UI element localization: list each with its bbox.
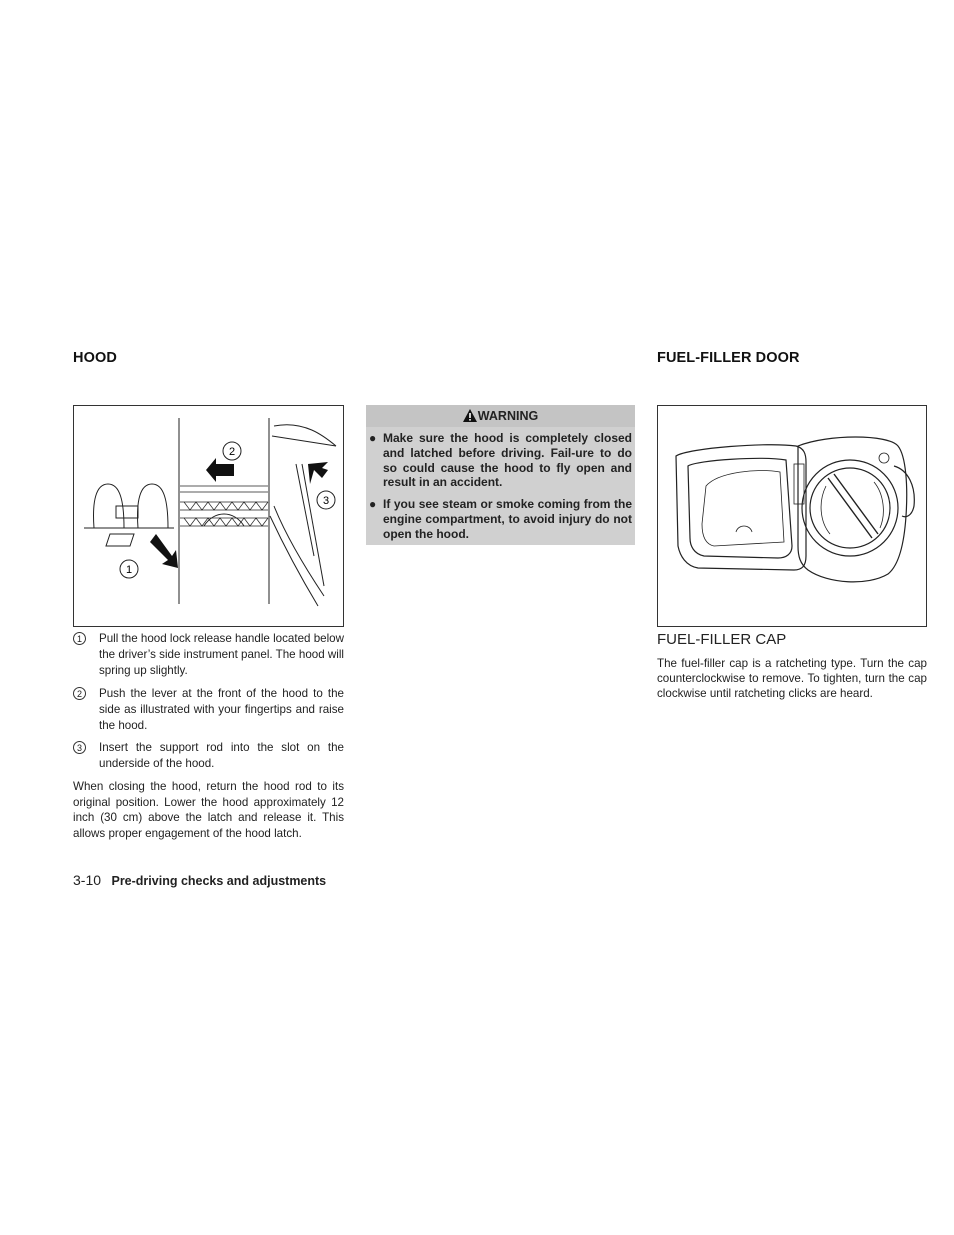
release-handle [116, 506, 138, 518]
section-title: Pre-driving checks and adjustments [111, 874, 327, 888]
warning-title: WARNING [477, 409, 539, 423]
warning-box [366, 405, 635, 545]
warning-title-bar [366, 405, 635, 427]
callout-3-label: 3 [322, 495, 330, 507]
step-text-3: Insert the support rod into the slot on the underside of the hood. [99, 741, 344, 770]
fuel-cap-paragraph: The fuel-filler cap is a ratcheting type. Turn the cap counterclockwise to remove. To tighten, turn the cap clockwise until ratcheting clicks are heard. [657, 657, 927, 701]
warning-triangle-icon [463, 409, 477, 422]
page-number: 3-10 [73, 872, 102, 888]
step-number-3: 3 [73, 741, 86, 754]
hood-heading: HOOD [73, 350, 117, 366]
arrow-left-icon [206, 458, 234, 482]
callout-1-label: 1 [125, 564, 133, 576]
step-text-2: Push the lever at the front of the hood to the side as illustrated with your fingertips and raise the hood. [99, 687, 344, 732]
cap-grip [828, 474, 878, 538]
warning-item-text-1: Make sure the hood is completely closed and latched before driving. Fail-ure to do so could cause the hood to fly open and result in an accident. [383, 431, 632, 490]
hood-step-2 [73, 686, 344, 734]
hood-closing-paragraph: When closing the hood, return the hood rod to its original position. Lower the hood approximately 12 inch (30 cm) above the latch and release it. This allows proper engagement of the hood latch. [73, 780, 344, 840]
page-footer [73, 872, 326, 890]
arrow-up-left-icon [308, 462, 328, 484]
callout-2-label: 2 [228, 446, 236, 458]
fuel-cap-subheading: FUEL-FILLER CAP [657, 631, 787, 648]
warning-item-text-2: If you see steam or smoke coming from the engine compartment, to avoid injury do not open the hood. [383, 497, 632, 541]
step-number-1: 1 [73, 632, 86, 645]
hood-step-1 [73, 631, 344, 679]
fuel-filler-drawing [658, 406, 926, 626]
bullet-icon: ● [369, 497, 377, 512]
warning-item-1 [366, 431, 632, 490]
support-rod [302, 464, 324, 586]
seat-right [138, 484, 168, 528]
fuel-filler-illustration [657, 405, 927, 627]
hood-step-3 [73, 740, 344, 772]
fuel-heading: FUEL-FILLER DOOR [657, 350, 800, 366]
step-text-1: Pull the hood lock release handle located below the driver’s side instrument panel. The hood will spring up slightly. [99, 632, 344, 677]
bullet-icon: ● [369, 431, 377, 445]
step-number-2: 2 [73, 687, 86, 700]
hood-release-illustration [73, 405, 344, 627]
arrow-down-right-icon [150, 534, 178, 568]
hood-release-drawing [74, 406, 343, 626]
warning-item-2 [366, 497, 632, 541]
